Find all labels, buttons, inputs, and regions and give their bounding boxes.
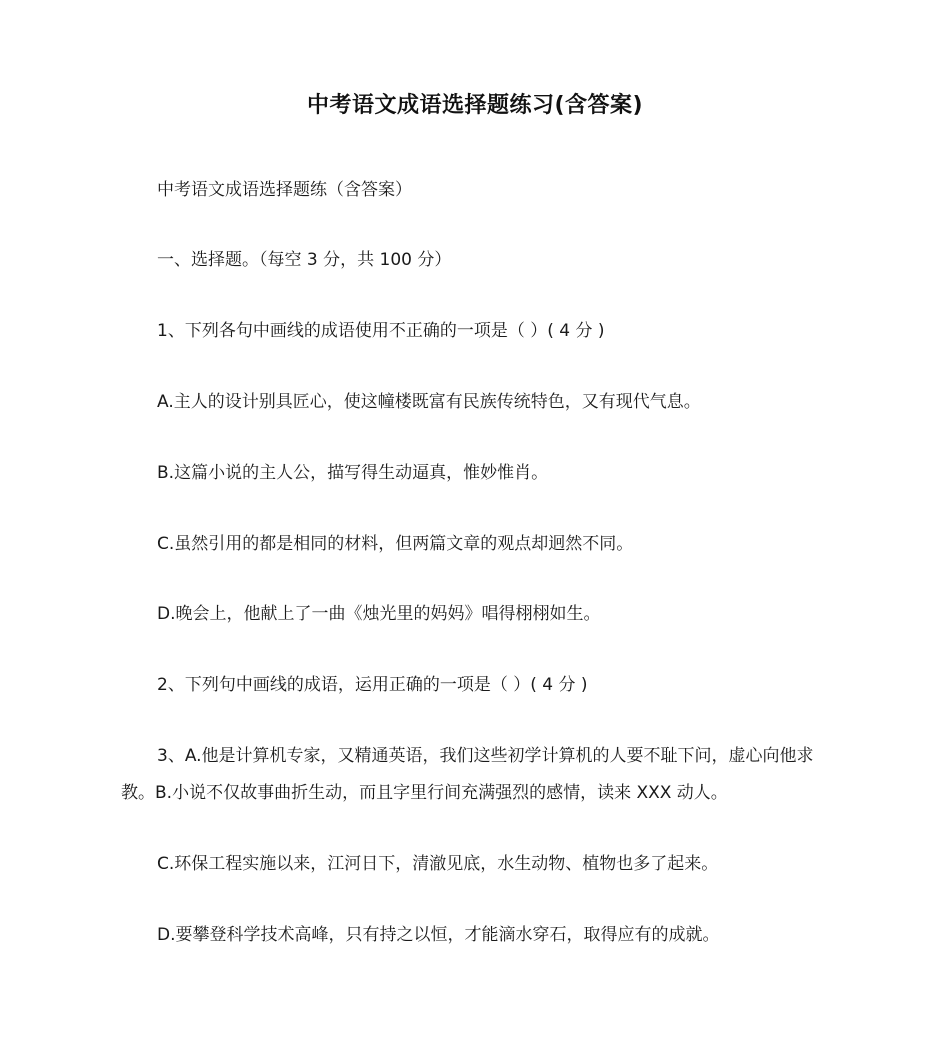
- section-heading: 一、选择题。（每空 3 分，共 100 分）: [157, 250, 452, 270]
- question-1-option-a: A.主人的设计别具匠心，使这幢楼既富有民族传统特色，又有现代气息。: [157, 392, 701, 412]
- question-1-option-c: C.虽然引用的都是相同的材料，但两篇文章的观点却迥然不同。: [157, 534, 634, 554]
- question-2-stem: 2、下列句中画线的成语，运用正确的一项是（ ）( 4 分 ): [157, 675, 588, 695]
- question-3-option-d: D.要攀登科学技术高峰，只有持之以恒，才能滴水穿石，取得应有的成就。: [157, 925, 720, 945]
- question-1-stem: 1、下列各句中画线的成语使用不正确的一项是（ ）( 4 分 ): [157, 321, 605, 341]
- document-subtitle: 中考语文成语选择题练（含答案）: [157, 180, 412, 200]
- question-3-option-c: C.环保工程实施以来，江河日下，清澈见底，水生动物、植物也多了起来。: [157, 854, 719, 874]
- question-1-option-d: D.晚会上，他献上了一曲《烛光里的妈妈》唱得栩栩如生。: [157, 604, 601, 624]
- question-1-option-b: B.这篇小说的主人公，描写得生动逼真，惟妙惟肖。: [157, 463, 549, 483]
- question-3-stem: 3、A.他是计算机专家，又精通英语，我们这些初学计算机的人要不耻下问，虚心向他求教。B.小说不仅故事曲折生动，而且字里行间充满强烈的感情，读来 XXX 动人。: [121, 746, 814, 803]
- document-title: 中考语文成语选择题练习(含答案): [306, 93, 644, 118]
